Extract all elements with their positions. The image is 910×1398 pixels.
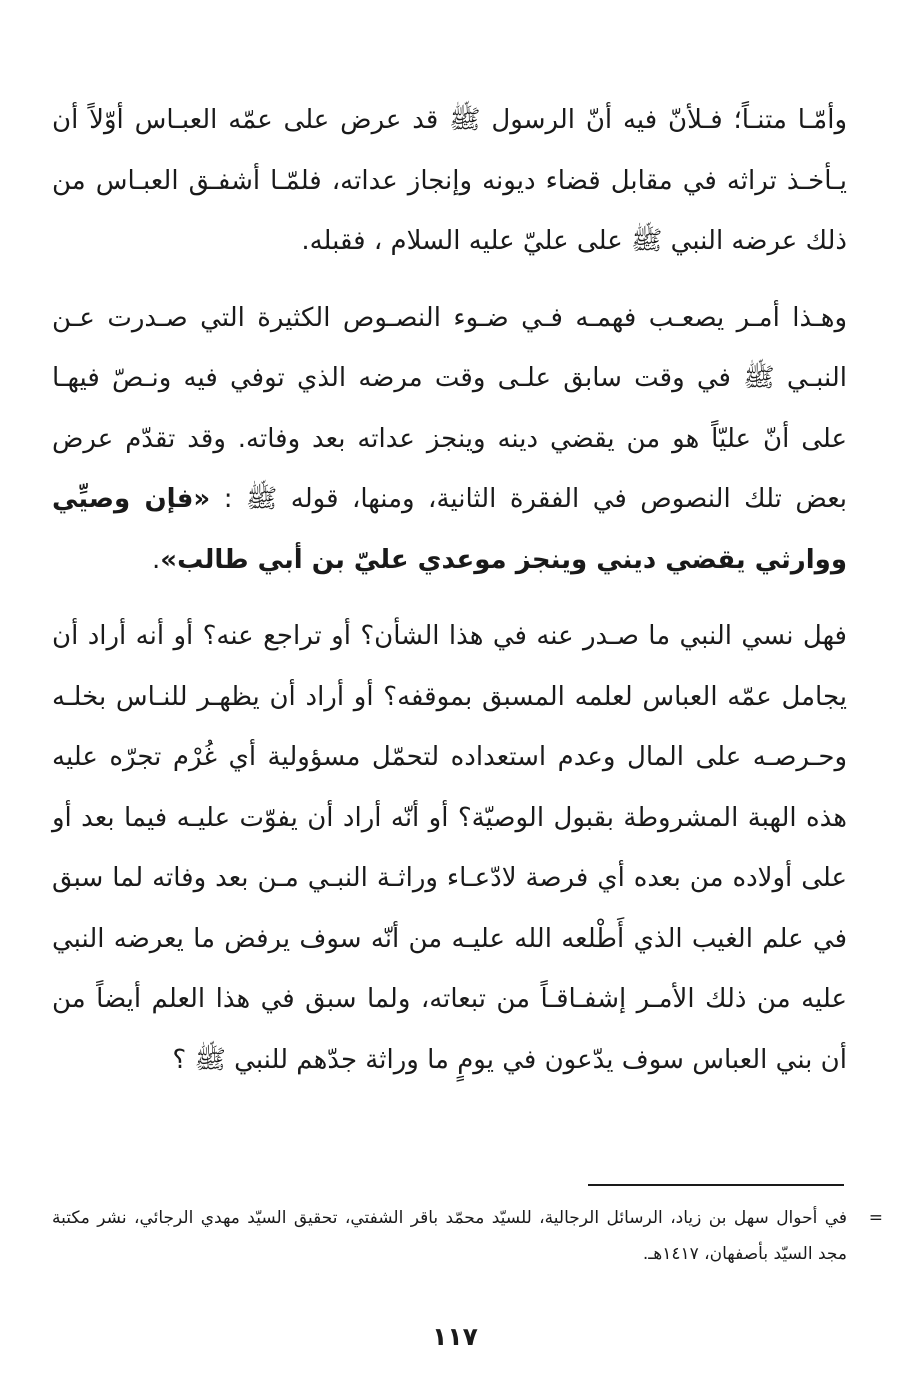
paragraph-3-text: فهل نسي النبي ما صـدر عنه في هذا الشأن؟ أو تراجع عنه؟ أو أنه أراد أن يجامل عمّه العباس لعلمه المسبق بموقفه؟ أو أراد أن يظهـر للنـاس بخلـه وحـرصـه على المال وعدم استعداده لتحمّل مسؤولية أي غُرْم تجرّه عليه هذه الهبة المشروطة بقبول الوصيّة؟ أو أنّه أراد أن يفوّت عليـه فيما بعد أو على أولاده من بعده أي فرصة لادّعـاء وراثـة النبـي مـن بعد وفاته لما سبق في علم الغيب الذي أَطْلعه الله عليـه من أنّه سوف يرفض ما يعرضه النبي عليه من ذلك الأمـر إشفـاقـاً من تبعاته، ولما سبق في هذا العلم أيضاً من أن بني العباس سوف يدّعون في يومٍ ما وراثة جدّهم للنبي ﷺ ؟ bbox=[52, 621, 847, 1075]
paragraph-3 bbox=[52, 606, 847, 1090]
paragraph-2-text: وهـذا أمـر يصعـب فهمـه فـي ضـوء النصـوص الكثيرة التي صـدرت عـن النبـي ﷺ في وقت سابق علـى وقت مرضه الذي توفي فيه ونـصّ فيهـا على أنّ عليّاً هو من يقضي دينه وينجز عداته بعد وفاته. وقد تقدّم عرض بعض تلك النصوص في الفقرة الثانية، ومنها، قوله ﷺ : bbox=[52, 302, 848, 514]
paragraph-1-text: وأمّـا متنـاً؛ فـلأنّ فيه أنّ الرسول ﷺ قد عرض على عمّه العبـاس أوّلاً أن يـأخـذ تراثه في مقابل قضاء ديونه وإنجاز عداته، فلمّـا أشفـق العبـاس من ذلك عرضه النبي ﷺ على عليّ عليه السلام ، فقبله. bbox=[52, 105, 847, 256]
footnote-divider bbox=[588, 1184, 844, 1186]
footnote-text: في أحوال سهل بن زياد، الرسائل الرجالية، للسيّد محمّد باقر الشفتي، تحقيق السيّد مهدي الرجائي، نشر مكتبة مجد السيّد بأصفهان، ١٤١٧هـ. bbox=[52, 1208, 847, 1264]
page-number: ١١٧ bbox=[432, 1322, 478, 1351]
paragraph-2 bbox=[52, 288, 847, 591]
paragraph-2-end: . bbox=[152, 544, 161, 575]
footnote-marker: = bbox=[868, 1208, 883, 1228]
main-text bbox=[52, 90, 847, 1090]
hadith-quote: «فإن وصيِّي ووارثي يقضي ديني وينجز موعدي عليّ بن أبي طالب» bbox=[52, 484, 847, 575]
footnote bbox=[52, 1200, 883, 1272]
paragraph-1 bbox=[52, 90, 847, 272]
